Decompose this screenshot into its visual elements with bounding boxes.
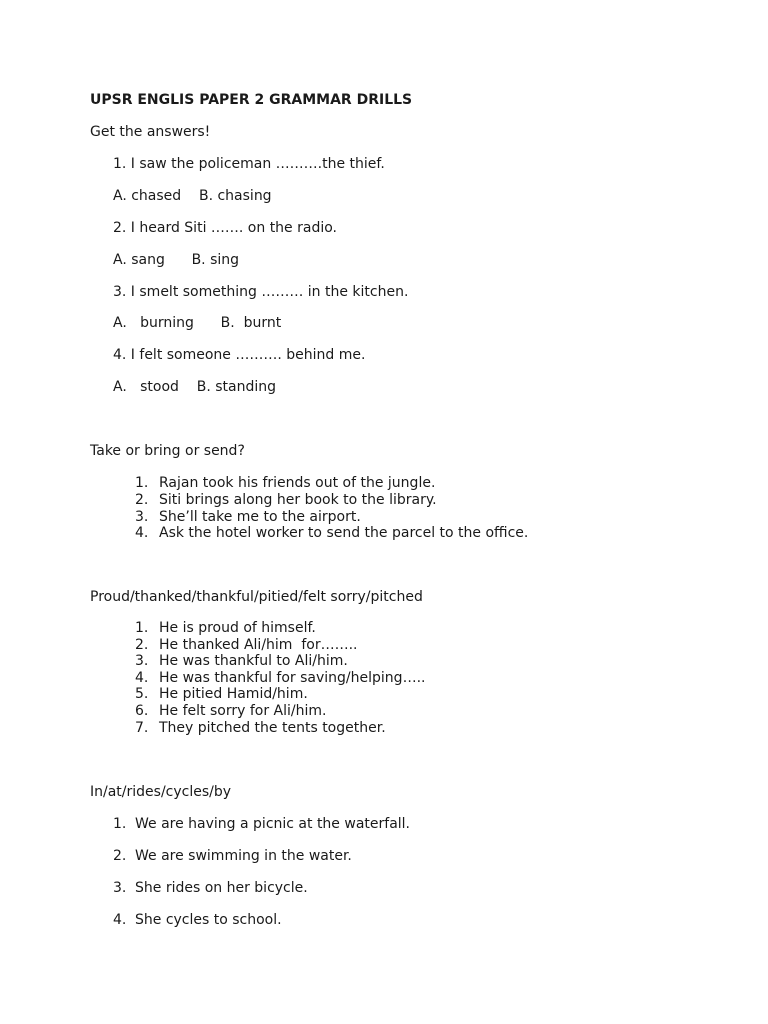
list-item: [135, 670, 425, 687]
list-item-number: 2.: [113, 848, 127, 864]
list-item-text: We are having a picnic at the waterfall.: [135, 816, 410, 832]
question-3-options: A. burning B. burnt: [113, 315, 282, 331]
list-item-text: He was thankful for saving/helping…..: [159, 670, 426, 686]
list-item-number: 5.: [135, 686, 149, 702]
section-heading-take-bring-send: Take or bring or send?: [90, 443, 245, 459]
list-item-number: 4.: [135, 525, 149, 541]
list-item: [135, 509, 361, 526]
list-item: [135, 720, 386, 737]
list-item-text: He felt sorry for Ali/him.: [159, 703, 327, 719]
list-item-text: She rides on her bicycle.: [135, 880, 308, 896]
section-heading-in-at-rides: In/at/rides/cycles/by: [90, 784, 232, 800]
list-item: [135, 475, 435, 492]
list-item-text: He was thankful to Ali/him.: [159, 653, 348, 669]
list-item-number: 7.: [135, 720, 149, 736]
list-item-text: She cycles to school.: [135, 912, 282, 928]
list-item: [135, 703, 326, 720]
list-item-text: Ask the hotel worker to send the parcel to the office.: [159, 525, 529, 541]
list-item-text: We are swimming in the water.: [135, 848, 352, 864]
list-item-number: 6.: [135, 703, 149, 719]
list-item-number: 1.: [135, 475, 149, 491]
list-item-text: He pitied Hamid/him.: [159, 686, 308, 702]
list-item: [113, 816, 410, 833]
list-item-number: 3.: [113, 880, 127, 896]
section-heading-get-answers: Get the answers!: [90, 124, 211, 140]
question-4-options: A. stood B. standing: [113, 379, 277, 395]
question-2: 2. I heard Siti ……. on the radio.: [113, 220, 337, 236]
list-item-number: 4.: [135, 670, 149, 686]
list-item: [135, 525, 528, 542]
list-item-number: 1.: [113, 816, 127, 832]
list-item-text: He is proud of himself.: [159, 620, 316, 636]
page-title: UPSR ENGLIS PAPER 2 GRAMMAR DRILLS: [90, 92, 413, 108]
list-item-text: They pitched the tents together.: [159, 720, 386, 736]
list-item: [113, 848, 352, 865]
list-item: [135, 492, 437, 509]
list-item: [135, 653, 348, 670]
question-4: 4. I felt someone ………. behind me.: [113, 347, 366, 363]
list-item: [135, 686, 308, 703]
list-item: [113, 880, 308, 897]
list-item-number: 2.: [135, 637, 149, 653]
list-item-number: 2.: [135, 492, 149, 508]
list-item: [135, 637, 358, 654]
list-item-number: 3.: [135, 509, 149, 525]
question-2-options: A. sang B. sing: [113, 252, 240, 268]
list-item-text: Siti brings along her book to the library.: [159, 492, 437, 508]
list-item: [113, 912, 282, 929]
question-1-options: A. chased B. chasing: [113, 188, 272, 204]
question-3: 3. I smelt something ……… in the kitchen.: [113, 284, 409, 300]
list-item-text: Rajan took his friends out of the jungle.: [159, 475, 436, 491]
question-1: 1. I saw the policeman ……….the thief.: [113, 156, 385, 172]
list-item-number: 3.: [135, 653, 149, 669]
list-item-text: She’ll take me to the airport.: [159, 509, 361, 525]
section-heading-proud-thanked: Proud/thanked/thankful/pitied/felt sorry/pitched: [90, 589, 423, 605]
list-item-text: He thanked Ali/him for……..: [159, 637, 358, 653]
list-item-number: 1.: [135, 620, 149, 636]
list-item-number: 4.: [113, 912, 127, 928]
list-item: [135, 620, 316, 637]
